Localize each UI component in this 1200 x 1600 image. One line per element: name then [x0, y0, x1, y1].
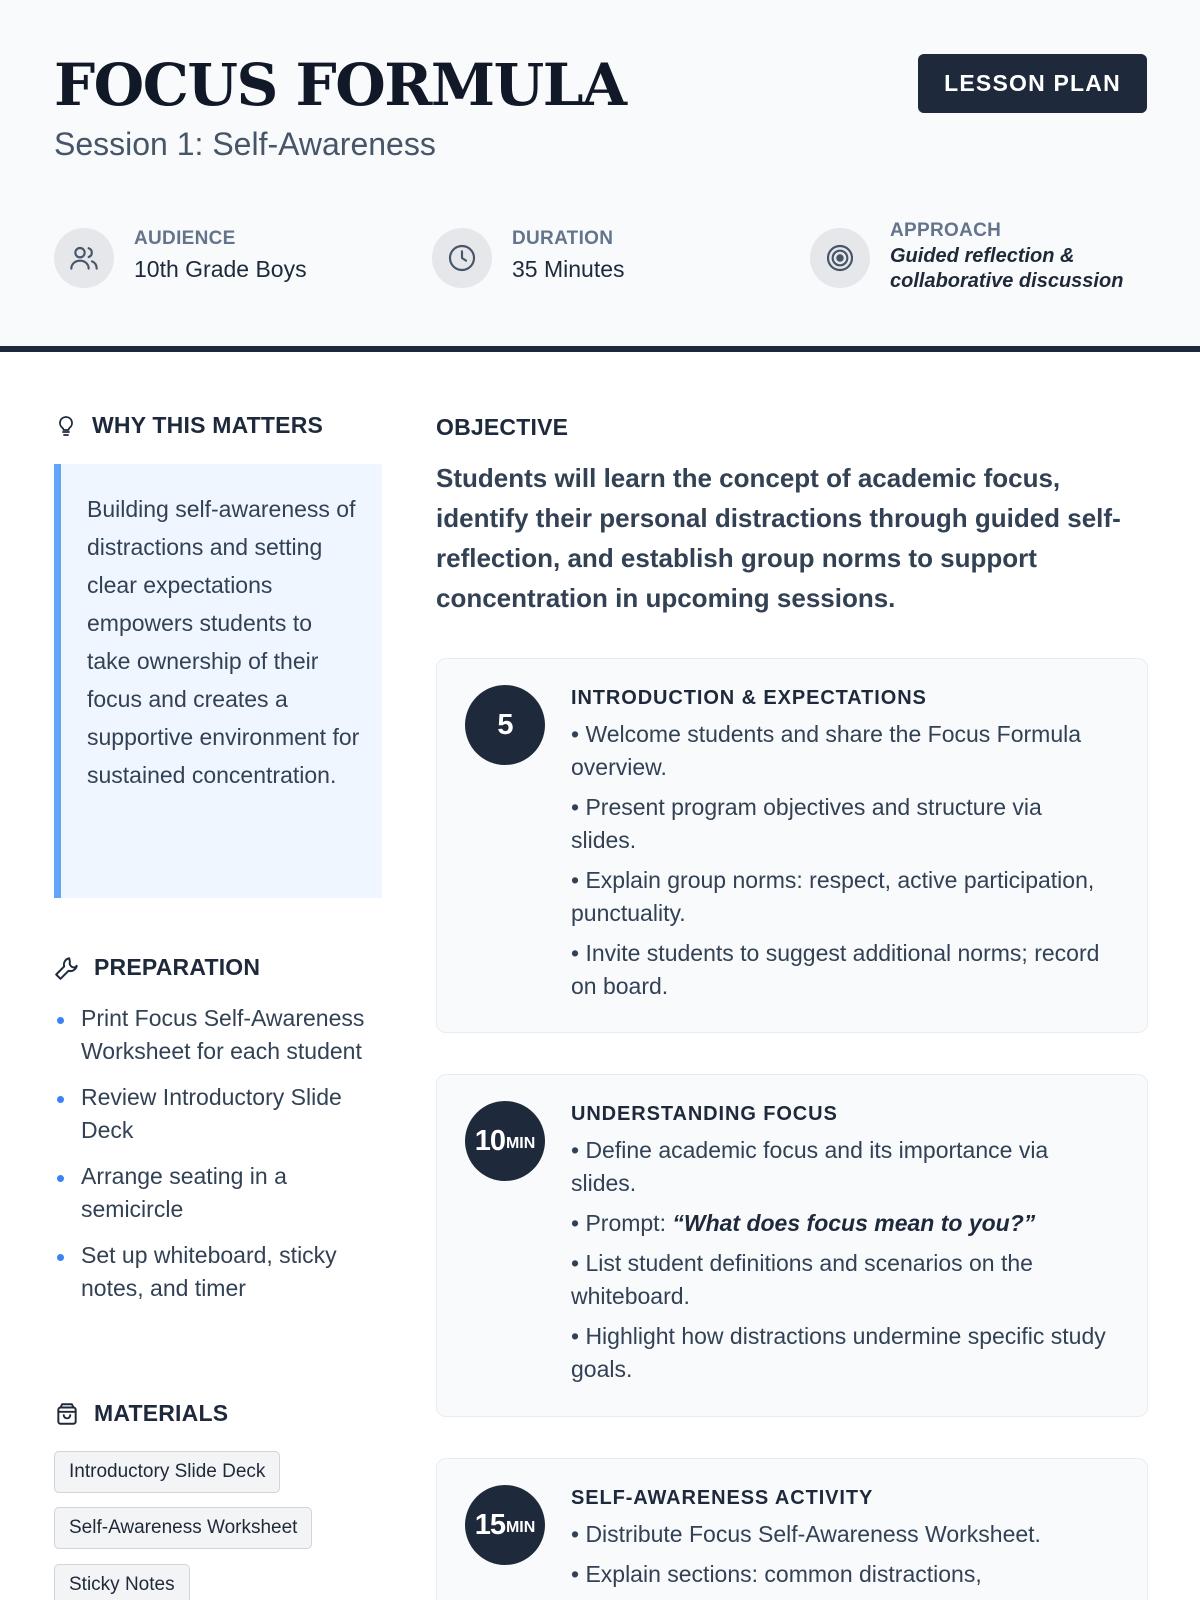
approach-label: APPROACH	[890, 220, 1002, 241]
step-unit: MIN	[505, 1134, 536, 1152]
step-card	[436, 658, 1148, 1033]
why-heading	[54, 412, 323, 439]
why-callout	[54, 464, 382, 898]
step-item: • List student definitions and scenarios on the whiteboard.	[571, 1250, 1033, 1309]
lightbulb-icon	[54, 413, 78, 439]
approach-meta	[810, 220, 1123, 294]
step-item: • Invite students to suggest additional norms; record on board.	[571, 940, 1100, 999]
preparation-list	[54, 1002, 374, 1318]
step-item: • Explain group norms: respect, active participation, punctuality.	[571, 867, 1095, 926]
step-minutes: 15	[474, 1508, 505, 1541]
preparation-heading	[54, 954, 260, 981]
session-subtitle: Session 1: Self-Awareness	[54, 126, 436, 162]
approach-value-line1: Guided reflection &	[890, 245, 1075, 267]
objective-text: Students will learn the concept of academic focus, identify their personal distractions through guided self-reflection, and establish group norms to support concentration in upcoming sessions.	[436, 463, 1121, 613]
step-title: INTRODUCTION & EXPECTATIONS	[571, 687, 927, 709]
step-duration-badge	[465, 685, 545, 765]
prompt-quote: “What does focus mean to you?”	[672, 1210, 1036, 1236]
duration-value: 35 Minutes	[512, 256, 625, 282]
list-item: Set up whiteboard, sticky notes, and timer	[54, 1239, 374, 1305]
clock-icon	[432, 228, 492, 288]
step-card	[436, 1074, 1148, 1417]
lesson-plan-badge: LESSON PLAN	[918, 54, 1147, 113]
step-duration-badge	[465, 1101, 545, 1181]
header	[0, 0, 1200, 352]
material-chip: Sticky Notes	[54, 1564, 190, 1600]
list-item: Arrange seating in a semicircle	[54, 1160, 374, 1226]
duration-meta	[432, 228, 625, 288]
step-title: SELF-AWARENESS ACTIVITY	[571, 1487, 874, 1509]
audience-meta	[54, 228, 307, 288]
target-icon	[810, 228, 870, 288]
step-item: • Welcome students and share the Focus Formula overview.	[571, 721, 1082, 780]
bag-icon	[54, 1401, 80, 1427]
objective-heading: OBJECTIVE	[436, 414, 569, 440]
wrench-icon	[54, 955, 80, 981]
audience-label: AUDIENCE	[134, 228, 236, 249]
material-chip: Self-Awareness Worksheet	[54, 1507, 312, 1549]
step-minutes: 5	[497, 708, 513, 741]
audience-value: 10th Grade Boys	[134, 256, 307, 282]
page-title: FOCUS FORMULA	[54, 51, 626, 119]
why-text: Building self-awareness of distractions and setting clear expectations empowers students to take ownership of their focus and creates a supportive environment for sustained concentration.	[87, 496, 360, 788]
step-item-prompt	[571, 1207, 1111, 1240]
duration-label: DURATION	[512, 228, 614, 249]
step-item: • Highlight how distractions undermine specific study goals.	[571, 1323, 1106, 1382]
step-item: • Present program objectives and structure via slides.	[571, 794, 1042, 853]
users-icon	[54, 228, 114, 288]
materials-heading	[54, 1400, 228, 1427]
list-item: Review Introductory Slide Deck	[54, 1081, 374, 1147]
step-unit: MIN	[505, 1518, 536, 1536]
step-item: • Distribute Focus Self-Awareness Worksheet.	[571, 1521, 1041, 1547]
approach-value-line2: collaborative discussion	[890, 270, 1124, 292]
material-chip: Introductory Slide Deck	[54, 1451, 280, 1493]
list-item: Print Focus Self-Awareness Worksheet for each student	[54, 1002, 374, 1068]
why-heading-label: WHY THIS MATTERS	[92, 412, 324, 438]
materials-heading-label: MATERIALS	[94, 1400, 229, 1426]
prompt-label: • Prompt:	[571, 1210, 673, 1236]
preparation-heading-label: PREPARATION	[94, 954, 261, 980]
step-duration-badge	[465, 1485, 545, 1565]
step-minutes: 10	[474, 1124, 505, 1157]
step-title: UNDERSTANDING FOCUS	[571, 1103, 838, 1125]
step-item: • Explain sections: common distractions,	[571, 1561, 982, 1587]
step-item: • Define academic focus and its importance via slides.	[571, 1137, 1049, 1196]
step-card	[436, 1458, 1148, 1600]
